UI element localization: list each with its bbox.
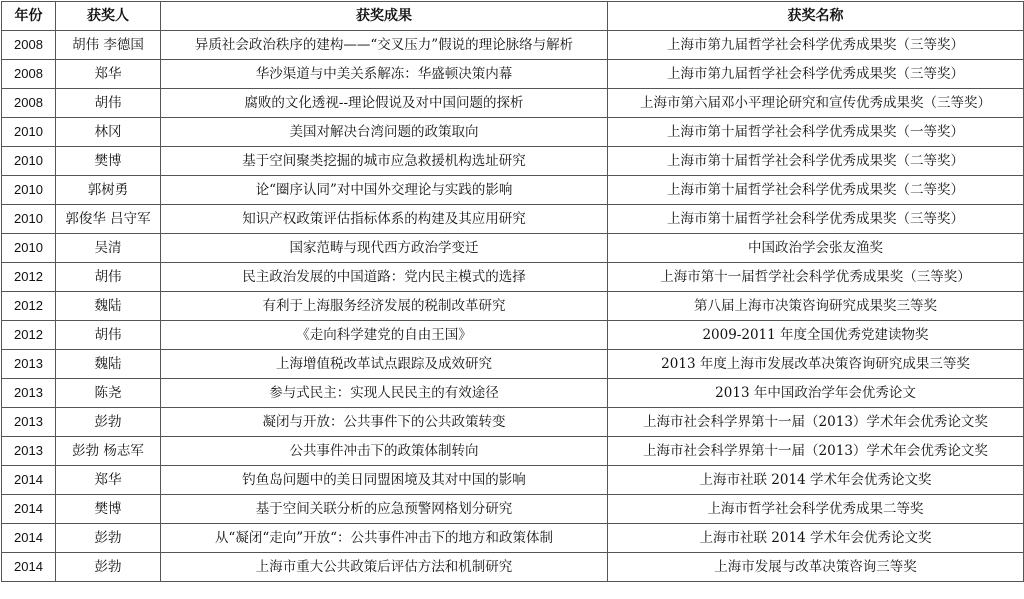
table-row [2, 350, 1024, 379]
table-row [2, 176, 1024, 205]
cell-award: 上海市哲学社会科学优秀成果二等奖 [608, 495, 1024, 524]
cell-year: 2013 [2, 350, 56, 379]
cell-year: 2010 [2, 147, 56, 176]
awards-table [1, 1, 1024, 582]
header-award: 获奖名称 [608, 2, 1024, 31]
table-row [2, 234, 1024, 263]
cell-winner: 胡伟 [56, 263, 161, 292]
cell-winner: 吴清 [56, 234, 161, 263]
table-row [2, 31, 1024, 60]
cell-award: 2013 年度上海市发展改革决策咨询研究成果三等奖 [608, 350, 1024, 379]
cell-award: 上海市第九届哲学社会科学优秀成果奖（三等奖） [608, 60, 1024, 89]
header-year: 年份 [2, 2, 56, 31]
table-row [2, 60, 1024, 89]
cell-award: 上海市第六届邓小平理论研究和宣传优秀成果奖（三等奖） [608, 89, 1024, 118]
table-row [2, 495, 1024, 524]
cell-work: 凝闭与开放：公共事件下的公共政策转变 [161, 408, 608, 437]
cell-winner: 胡伟 [56, 89, 161, 118]
cell-work: 上海市重大公共政策后评估方法和机制研究 [161, 553, 608, 582]
cell-work: 基于空间关联分析的应急预警网格划分研究 [161, 495, 608, 524]
header-work: 获奖成果 [161, 2, 608, 31]
cell-winner: 胡伟 [56, 321, 161, 350]
cell-year: 2013 [2, 379, 56, 408]
cell-winner: 林冈 [56, 118, 161, 147]
cell-award: 上海市社会科学界第十一届（2013）学术年会优秀论文奖 [608, 437, 1024, 466]
cell-winner: 胡伟 李德国 [56, 31, 161, 60]
cell-award: 上海市发展与改革决策咨询三等奖 [608, 553, 1024, 582]
cell-year: 2012 [2, 292, 56, 321]
cell-winner: 郑华 [56, 466, 161, 495]
cell-award: 2013 年中国政治学年会优秀论文 [608, 379, 1024, 408]
cell-winner: 彭勃 [56, 408, 161, 437]
cell-winner: 郑华 [56, 60, 161, 89]
cell-work: 国家范畴与现代西方政治学变迁 [161, 234, 608, 263]
cell-year: 2010 [2, 176, 56, 205]
cell-winner: 彭勃 [56, 524, 161, 553]
cell-year: 2010 [2, 118, 56, 147]
cell-work: 腐败的文化透视--理论假说及对中国问题的探析 [161, 89, 608, 118]
cell-winner: 樊博 [56, 147, 161, 176]
cell-year: 2008 [2, 60, 56, 89]
cell-award: 上海市第十届哲学社会科学优秀成果奖（二等奖） [608, 147, 1024, 176]
cell-year: 2013 [2, 408, 56, 437]
cell-year: 2010 [2, 205, 56, 234]
cell-work: 公共事件冲击下的政策体制转向 [161, 437, 608, 466]
cell-work: 《走向科学建党的自由王国》 [161, 321, 608, 350]
cell-work: 基于空间聚类挖掘的城市应急救援机构选址研究 [161, 147, 608, 176]
header-row [2, 2, 1024, 31]
table-row [2, 89, 1024, 118]
cell-work: 有利于上海服务经济发展的税制改革研究 [161, 292, 608, 321]
cell-work: 知识产权政策评估指标体系的构建及其应用研究 [161, 205, 608, 234]
cell-work: 美国对解决台湾问题的政策取向 [161, 118, 608, 147]
cell-award: 上海市第十届哲学社会科学优秀成果奖（三等奖） [608, 205, 1024, 234]
table-row [2, 437, 1024, 466]
cell-award: 上海市社联 2014 学术年会优秀论文奖 [608, 466, 1024, 495]
table-row [2, 321, 1024, 350]
table-row [2, 147, 1024, 176]
cell-award: 第八届上海市决策咨询研究成果奖三等奖 [608, 292, 1024, 321]
cell-winner: 魏陆 [56, 292, 161, 321]
cell-year: 2012 [2, 263, 56, 292]
cell-award: 上海市社联 2014 学术年会优秀论文奖 [608, 524, 1024, 553]
table-row [2, 466, 1024, 495]
cell-award: 上海市第十一届哲学社会科学优秀成果奖（三等奖） [608, 263, 1024, 292]
cell-work: 异质社会政治秩序的建构——“交叉压力”假说的理论脉络与解析 [161, 31, 608, 60]
cell-year: 2014 [2, 495, 56, 524]
cell-year: 2014 [2, 553, 56, 582]
cell-year: 2008 [2, 31, 56, 60]
cell-year: 2012 [2, 321, 56, 350]
cell-winner: 彭勃 [56, 553, 161, 582]
table-row [2, 379, 1024, 408]
cell-year: 2014 [2, 466, 56, 495]
cell-work: 钓鱼岛问题中的美日同盟困境及其对中国的影响 [161, 466, 608, 495]
cell-award: 上海市第九届哲学社会科学优秀成果奖（三等奖） [608, 31, 1024, 60]
table-row [2, 118, 1024, 147]
cell-winner: 郭俊华 吕守军 [56, 205, 161, 234]
cell-winner: 陈尧 [56, 379, 161, 408]
cell-winner: 魏陆 [56, 350, 161, 379]
header-winner: 获奖人 [56, 2, 161, 31]
cell-award: 中国政治学会张友渔奖 [608, 234, 1024, 263]
cell-award: 2009-2011 年度全国优秀党建读物奖 [608, 321, 1024, 350]
cell-work: 上海增值税改革试点跟踪及成效研究 [161, 350, 608, 379]
cell-year: 2013 [2, 437, 56, 466]
table-row [2, 553, 1024, 582]
table-row [2, 524, 1024, 553]
cell-work: 民主政治发展的中国道路：党内民主模式的选择 [161, 263, 608, 292]
cell-winner: 樊博 [56, 495, 161, 524]
table-row [2, 205, 1024, 234]
cell-year: 2010 [2, 234, 56, 263]
cell-year: 2008 [2, 89, 56, 118]
cell-year: 2014 [2, 524, 56, 553]
cell-award: 上海市第十届哲学社会科学优秀成果奖（一等奖） [608, 118, 1024, 147]
table-row [2, 408, 1024, 437]
cell-award: 上海市社会科学界第十一届（2013）学术年会优秀论文奖 [608, 408, 1024, 437]
cell-work: 参与式民主：实现人民民主的有效途径 [161, 379, 608, 408]
table-row [2, 263, 1024, 292]
cell-award: 上海市第十届哲学社会科学优秀成果奖（二等奖） [608, 176, 1024, 205]
cell-work: 从“凝闭“走向”开放“：公共事件冲击下的地方和政策体制 [161, 524, 608, 553]
cell-winner: 彭勃 杨志军 [56, 437, 161, 466]
cell-work: 华沙渠道与中美关系解冻：华盛顿决策内幕 [161, 60, 608, 89]
cell-winner: 郭树勇 [56, 176, 161, 205]
cell-work: 论“圈序认同”对中国外交理论与实践的影响 [161, 176, 608, 205]
table-row [2, 292, 1024, 321]
